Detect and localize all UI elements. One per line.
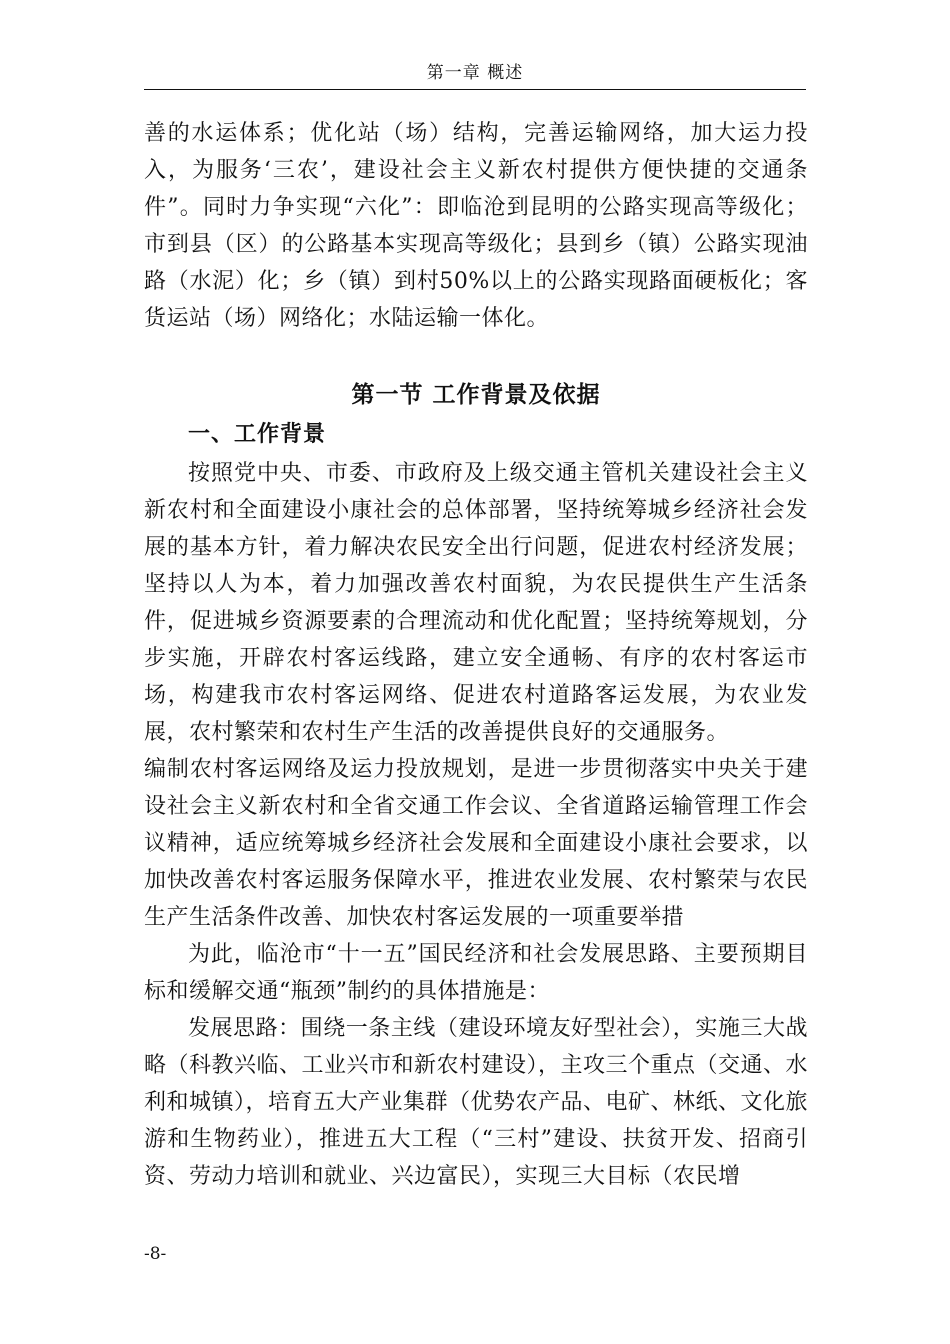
background-paragraph-3: 为此，临沧市“十一五”国民经济和社会发展思路、主要预期目标和缓解交通“瓶颈”制约的具体措施是： [144,942,808,1004]
header-divider [144,89,806,90]
subsection-heading: 一、工作背景 [188,422,327,447]
development-ideas-paragraph: 发展思路：围绕一条主线（建设环境友好型社会），实施三大战略（科教兴临、工业兴市和新农村建设），主攻三个重点（交通、水利和城镇），培育五大产业集群（优势农产品、电矿、林纸、文化旅游和生物药业），推进五大工程（“三村”建设、扶贫开发、招商引资、劳动力培训和就业、兴边富民），实现三大目标（农民增 [144,1016,809,1189]
page-body [144,115,808,1195]
intro-paragraph: 善的水运体系；优化站（场）结构，完善运输网络，加大运力投入，为服务‘三农’，建设社会主义新农村提供方便快捷的交通条件”。同时力争实现“六化”：即临沧到昆明的公路实现高等级化；市到县（区）的公路基本实现高等级化；县到乡（镇）公路实现油路（水泥）化；乡（镇）到村50%以上的公路实现路面硬板化；客货运站（场）网络化；水陆运输一体化。 [144,121,808,331]
background-paragraph-2: 编制农村客运网络及运力投放规划，是进一步贯彻落实中央关于建设社会主义新农村和全省交通工作会议、全省道路运输管理工作会议精神，适应统筹城乡经济社会发展和全面建设小康社会要求，以加快改善农村客运服务保障水平，推进农业发展、农村繁荣与农民生产生活条件改善、加快农村客运发展的一项重要举措 [144,757,808,930]
page-number: -8- [144,1244,167,1264]
background-paragraph-1: 按照党中央、市委、市政府及上级交通主管机关建设社会主义新农村和全面建设小康社会的总体部署，坚持统筹城乡经济社会发展的基本方针，着力解决农民安全出行问题，促进农村经济发展；坚持以人为本，着力加强改善农村面貌，为农民提供生产生活条件，促进城乡资源要素的合理流动和优化配置；坚持统筹规划，分步实施，开辟农村客运线路，建立安全通畅、有序的农村客运市场，构建我市农村客运网络、促进农村道路客运发展，为农业发展，农村繁荣和农村生产生活的改善提供良好的交通服务。 [144,461,808,745]
running-header: 第一章 概述 [426,63,524,83]
section-heading: 第一节 工作背景及依据 [351,382,601,408]
